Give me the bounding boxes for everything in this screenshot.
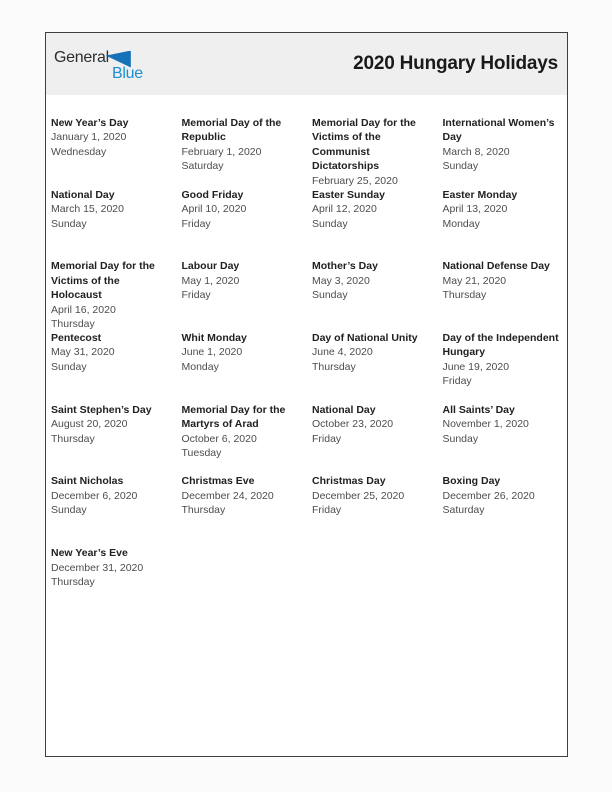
holiday-weekday: Sunday xyxy=(51,360,87,373)
holiday-weekday: Thursday xyxy=(51,575,95,588)
holiday-item xyxy=(312,116,432,188)
holiday-weekday: Friday xyxy=(442,375,472,388)
holiday-name: Saint Nicholas xyxy=(51,475,124,488)
holiday-name: All Saints’ Day xyxy=(442,403,515,416)
holiday-item xyxy=(51,188,171,260)
holiday-item xyxy=(312,403,432,475)
holiday-date: May 1, 2020 xyxy=(181,274,240,287)
holiday-date: December 6, 2020 xyxy=(51,489,138,502)
holiday-date: May 3, 2020 xyxy=(312,274,370,287)
holiday-date: November 1, 2020 xyxy=(442,418,529,431)
holiday-item xyxy=(312,188,432,260)
holiday-name: Christmas Eve xyxy=(181,475,255,488)
holiday-name: Mother’s Day xyxy=(312,260,378,273)
holiday-weekday: Thursday xyxy=(442,289,487,302)
holiday-weekday: Sunday xyxy=(51,504,87,517)
holiday-name: International Women’s Day xyxy=(442,117,555,144)
holiday-weekday: Sunday xyxy=(442,160,479,173)
holiday-name: Good Friday xyxy=(181,188,244,201)
holiday-weekday: Saturday xyxy=(181,160,224,173)
holiday-date: December 26, 2020 xyxy=(442,489,535,502)
holiday-name: Memorial Day for the Victims of the Holocaust xyxy=(51,260,155,302)
holiday-name: Christmas Day xyxy=(312,475,386,488)
holiday-date: April 13, 2020 xyxy=(442,203,508,216)
general-blue-logo xyxy=(54,48,143,81)
holiday-weekday: Friday xyxy=(312,432,342,445)
holiday-weekday: Thursday xyxy=(51,318,95,330)
holiday-weekday: Monday xyxy=(442,217,480,230)
holiday-date: December 25, 2020 xyxy=(312,489,405,502)
holiday-name: Pentecost xyxy=(51,332,102,345)
holiday-weekday: Monday xyxy=(181,360,219,373)
holiday-name: National Day xyxy=(312,403,376,416)
holiday-item xyxy=(443,474,563,546)
holiday-weekday: Thursday xyxy=(181,504,226,517)
logo-general-text: General xyxy=(54,48,109,66)
holiday-date: October 23, 2020 xyxy=(312,418,394,431)
holiday-date: October 6, 2020 xyxy=(181,432,257,445)
holiday-item xyxy=(443,116,563,188)
holiday-date: June 4, 2020 xyxy=(312,346,373,359)
holiday-weekday: Sunday xyxy=(51,217,87,230)
logo-top-line xyxy=(54,50,143,68)
holiday-date: December 24, 2020 xyxy=(181,489,274,502)
holiday-weekday: Tuesday xyxy=(181,446,222,459)
holiday-name: Memorial Day for the Victims of the Communist Dictatorships xyxy=(312,117,416,173)
holiday-weekday: Sunday xyxy=(442,432,479,445)
holiday-name: Day of National Unity xyxy=(312,332,418,345)
holiday-name: New Year’s Day xyxy=(51,117,129,129)
holiday-item xyxy=(51,474,171,546)
holiday-weekday: Saturday xyxy=(442,504,485,517)
holiday-item xyxy=(312,331,432,403)
holiday-date: March 15, 2020 xyxy=(51,203,124,216)
holiday-date: February 1, 2020 xyxy=(181,145,262,158)
holiday-item xyxy=(182,259,302,331)
holiday-name: Memorial Day for the Martyrs of Arad xyxy=(181,403,286,431)
holiday-item xyxy=(51,116,171,188)
holiday-weekday: Friday xyxy=(181,217,211,230)
holiday-weekday: Friday xyxy=(181,289,211,302)
holiday-item xyxy=(312,259,432,331)
holiday-date: February 25, 2020 xyxy=(312,174,398,187)
holiday-name: Easter Sunday xyxy=(312,188,385,201)
holiday-weekday: Sunday xyxy=(312,217,348,230)
page-title: 2020 Hungary Holidays xyxy=(353,53,558,74)
holiday-item xyxy=(443,259,563,331)
holiday-item xyxy=(51,403,171,475)
holiday-item xyxy=(182,403,302,475)
holiday-weekday: Wednesday xyxy=(51,145,107,158)
holiday-weekday: Friday xyxy=(312,504,342,517)
holiday-weekday: Thursday xyxy=(51,432,95,445)
holiday-name: Labour Day xyxy=(181,260,240,273)
holiday-name: Easter Monday xyxy=(442,188,518,201)
holiday-weekday: Thursday xyxy=(312,360,356,373)
holiday-item xyxy=(51,546,171,618)
holiday-date: May 31, 2020 xyxy=(51,346,115,359)
holiday-date: April 12, 2020 xyxy=(312,203,377,216)
holiday-date: January 1, 2020 xyxy=(51,131,127,144)
holiday-name: Boxing Day xyxy=(442,475,501,488)
holiday-date: April 10, 2020 xyxy=(181,203,247,216)
document-header xyxy=(46,33,567,95)
document-page xyxy=(45,32,568,757)
holiday-name: Saint Stephen’s Day xyxy=(51,403,152,416)
holiday-date: April 16, 2020 xyxy=(51,303,116,316)
holiday-item xyxy=(443,403,563,475)
holiday-item xyxy=(51,259,171,331)
holiday-item xyxy=(182,331,302,403)
holiday-item xyxy=(443,331,563,403)
holiday-name: National Defense Day xyxy=(442,260,550,273)
logo-blue-text: Blue xyxy=(112,64,143,82)
holiday-item xyxy=(182,116,302,188)
holiday-weekday: Sunday xyxy=(312,289,348,302)
holiday-date: May 21, 2020 xyxy=(442,274,507,287)
holiday-item xyxy=(51,331,171,403)
holiday-date: August 20, 2020 xyxy=(51,418,128,431)
holiday-date: March 8, 2020 xyxy=(442,145,510,158)
holiday-name: New Year’s Eve xyxy=(51,547,128,560)
holiday-item xyxy=(443,188,563,260)
holiday-item xyxy=(312,474,432,546)
holiday-name: Whit Monday xyxy=(181,332,247,345)
holiday-date: December 31, 2020 xyxy=(51,561,144,574)
holiday-date: June 19, 2020 xyxy=(442,360,510,373)
holiday-grid xyxy=(51,116,567,618)
holiday-name: Memorial Day of the Republic xyxy=(181,117,282,144)
holiday-name: National Day xyxy=(51,188,115,201)
holiday-name: Day of the Independent Hungary xyxy=(442,332,559,359)
holiday-item xyxy=(182,474,302,546)
holiday-date: June 1, 2020 xyxy=(181,346,243,359)
holiday-item xyxy=(182,188,302,260)
